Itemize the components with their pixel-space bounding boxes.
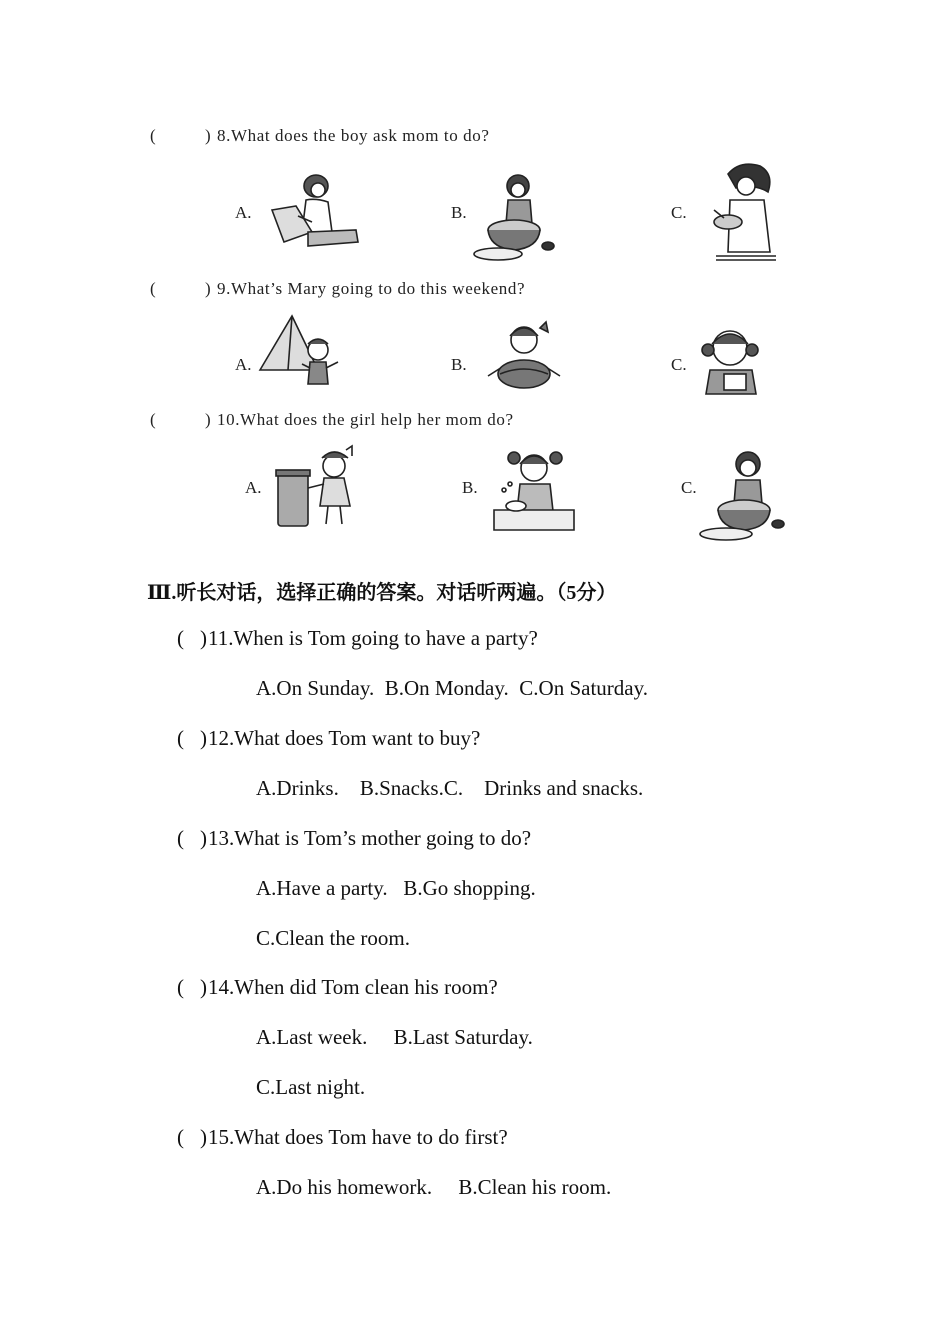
girl-swimming-picture bbox=[484, 318, 570, 394]
question-11-text: 11.When is Tom going to have a party? bbox=[208, 626, 538, 650]
answer-paren-close: ) bbox=[205, 410, 212, 429]
question-9-text: 9.What’s Mary going to do this weekend? bbox=[217, 279, 526, 298]
question-14-text: 14.When did Tom clean his room? bbox=[208, 975, 498, 999]
girl-camping-tent-picture bbox=[258, 312, 348, 392]
question-10-text: 10.What does the girl help her mom do? bbox=[217, 410, 514, 429]
option-a-label: A. bbox=[235, 355, 252, 374]
girl-taking-out-trash-picture bbox=[274, 444, 362, 532]
answer-paren-open: ( bbox=[177, 726, 184, 750]
answer-paren-open: ( bbox=[150, 279, 157, 298]
answer-paren-open: ( bbox=[177, 975, 184, 999]
option-c-label: C. bbox=[681, 478, 697, 497]
answer-paren-close: ) bbox=[200, 626, 207, 650]
option-a-label: A. bbox=[235, 203, 252, 222]
option-a-label: A. bbox=[245, 478, 262, 497]
question-8-text: 8.What does the boy ask mom to do? bbox=[217, 126, 490, 145]
answer-paren-close: ) bbox=[205, 126, 212, 145]
option-b-label: B. bbox=[451, 355, 467, 374]
question-13-options-line-2: C.Clean the room. bbox=[256, 926, 410, 950]
question-14-options-line-2: C.Last night. bbox=[256, 1075, 366, 1099]
answer-paren-close: ) bbox=[205, 279, 212, 298]
question-14-options-line-1: A.Last week. B.Last Saturday. bbox=[256, 1025, 533, 1049]
question-15-text: 15.What does Tom have to do first? bbox=[208, 1125, 508, 1149]
answer-paren-open: ( bbox=[177, 826, 184, 850]
option-b-label: B. bbox=[462, 478, 478, 497]
answer-paren-close: ) bbox=[200, 1125, 207, 1149]
option-c-label: C. bbox=[671, 355, 687, 374]
girl-reading-picture bbox=[696, 322, 768, 398]
girl-washing-clothes-picture bbox=[696, 444, 788, 544]
answer-paren-close: ) bbox=[200, 726, 207, 750]
answer-paren-open: ( bbox=[150, 410, 157, 429]
question-12-options: A.Drinks. B.Snacks.C. Drinks and snacks. bbox=[256, 776, 644, 800]
answer-paren-close: ) bbox=[200, 826, 207, 850]
woman-cooking-picture bbox=[706, 160, 786, 266]
option-b-label: B. bbox=[451, 203, 467, 222]
answer-paren-open: ( bbox=[177, 1125, 184, 1149]
question-15-options: A.Do his homework. B.Clean his room. bbox=[256, 1175, 612, 1199]
girl-washing-clothes-picture bbox=[468, 168, 560, 264]
question-13-options-line-1: A.Have a party. B.Go shopping. bbox=[256, 876, 536, 900]
answer-paren-open: ( bbox=[150, 126, 157, 145]
answer-paren-close: ) bbox=[200, 975, 207, 999]
question-12-text: 12.What does Tom want to buy? bbox=[208, 726, 481, 750]
answer-paren-open: ( bbox=[177, 626, 184, 650]
question-13-text: 13.What is Tom’s mother going to do? bbox=[208, 826, 532, 850]
option-c-label: C. bbox=[671, 203, 687, 222]
girl-washing-dishes-picture bbox=[492, 444, 576, 534]
section-3-title: Ⅲ.听长对话，选择正确的答案。对话听两遍。（5分） bbox=[147, 582, 617, 604]
question-11-options: A.On Sunday. B.On Monday. C.On Saturday. bbox=[256, 676, 648, 700]
woman-folding-clothes-picture bbox=[268, 170, 362, 250]
